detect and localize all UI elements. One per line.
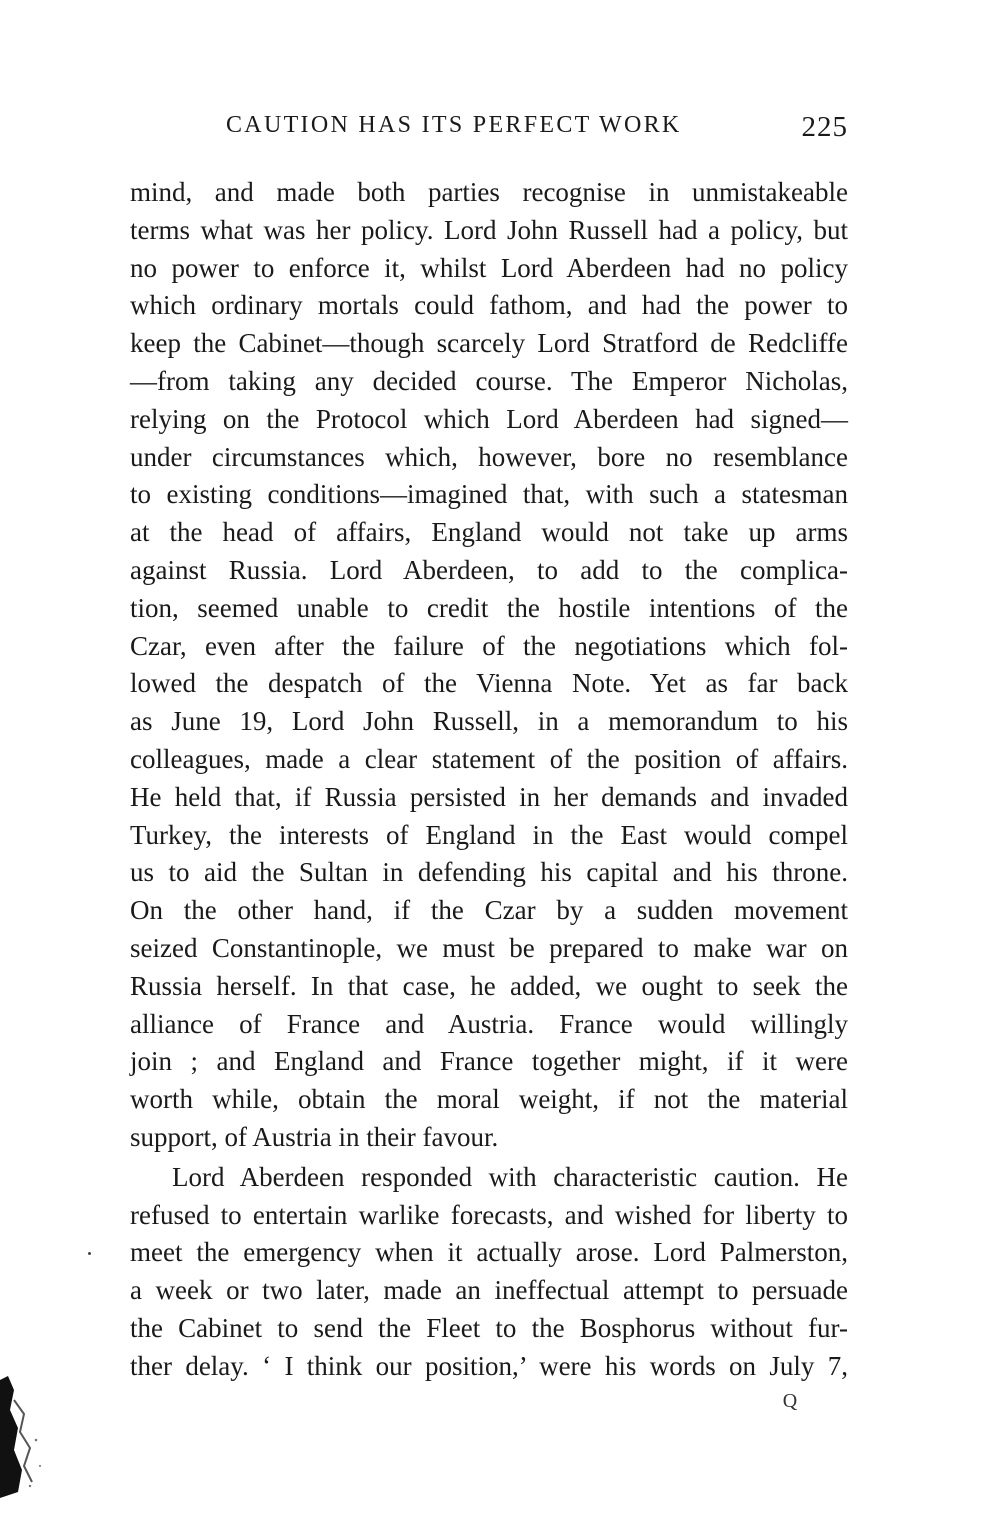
text-line: He held that, if Russia persisted in her demands and invaded xyxy=(130,781,848,812)
text-line: ther delay. ‘ I think our position,’ were his words on July 7, xyxy=(130,1350,848,1381)
text-line: Turkey, the interests of England in the East would compel xyxy=(130,819,848,850)
text-line: us to aid the Sultan in defending his capital and his throne. xyxy=(130,857,848,888)
text-line: Czar, even after the failure of the negotiations which fol- xyxy=(130,630,848,661)
text-line: relying on the Protocol which Lord Aberdeen had signed— xyxy=(130,403,848,434)
text-line: mind, and made both parties recognise in unmistakeable xyxy=(130,177,848,207)
text-line: worth while, obtain the moral weight, if not the material xyxy=(130,1084,848,1115)
text-line: Lord Aberdeen responded with characteristic caution. He xyxy=(172,1161,848,1192)
signature-mark: Q xyxy=(782,1390,798,1412)
text-line: On the other hand, if the Czar by a sudden movement xyxy=(130,895,848,926)
text-line: —from taking any decided course. The Emperor Nicholas, xyxy=(130,365,848,396)
text-line: as June 19, Lord John Russell, in a memorandum to his xyxy=(130,706,848,737)
text-line: a week or two later, made an ineffectual attempt to persuade xyxy=(130,1275,848,1306)
text-line: which ordinary mortals could fathom, and had the power to xyxy=(130,290,848,321)
text-line: alliance of France and Austria. France would willingly xyxy=(130,1008,848,1039)
running-title: CAUTION HAS ITS PERFECT WORK xyxy=(226,112,682,138)
text-line: colleagues, made a clear statement of the position of affairs. xyxy=(130,743,848,774)
binding-edge-mark xyxy=(0,1370,56,1500)
text-line: tion, seemed unable to credit the hostile intentions of the xyxy=(130,592,848,623)
text-line: at the head of affairs, England would not take up arms xyxy=(130,517,848,548)
text-line: under circumstances which, however, bore no resemblance xyxy=(130,441,848,472)
text-line: terms what was her policy. Lord John Russell had a policy, but xyxy=(130,214,848,245)
text-line: Russia herself. In that case, he added, we ought to seek the xyxy=(130,970,848,1001)
text-line: keep the Cabinet—though scarcely Lord Stratford de Redcliffe xyxy=(130,328,848,359)
text-line: support, of Austria in their favour. xyxy=(130,1121,499,1152)
paragraph-2 xyxy=(130,1159,848,1386)
text-line: join ; and England and France together might, if it were xyxy=(130,1046,848,1077)
text-line: the Cabinet to send the Fleet to the Bosphorus without fur- xyxy=(130,1312,848,1343)
text-line: meet the emergency when it actually arose. Lord Palmerston, xyxy=(130,1237,848,1268)
text-line: lowed the despatch of the Vienna Note. Yet as far back xyxy=(130,668,848,699)
stray-dot xyxy=(88,1252,91,1255)
text-line: to existing conditions—imagined that, with such a statesman xyxy=(130,479,848,510)
page-number: 225 xyxy=(801,111,848,143)
text-line: against Russia. Lord Aberdeen, to add to the complica- xyxy=(130,554,848,585)
text-line: no power to enforce it, whilst Lord Aberdeen had no policy xyxy=(130,252,848,283)
text-line: refused to entertain warlike forecasts, and wished for liberty to xyxy=(130,1199,848,1230)
text-line: seized Constantinople, we must be prepared to make war on xyxy=(130,932,848,963)
running-head xyxy=(226,112,848,152)
paragraph-1 xyxy=(130,174,848,1157)
body-text xyxy=(130,174,848,1386)
